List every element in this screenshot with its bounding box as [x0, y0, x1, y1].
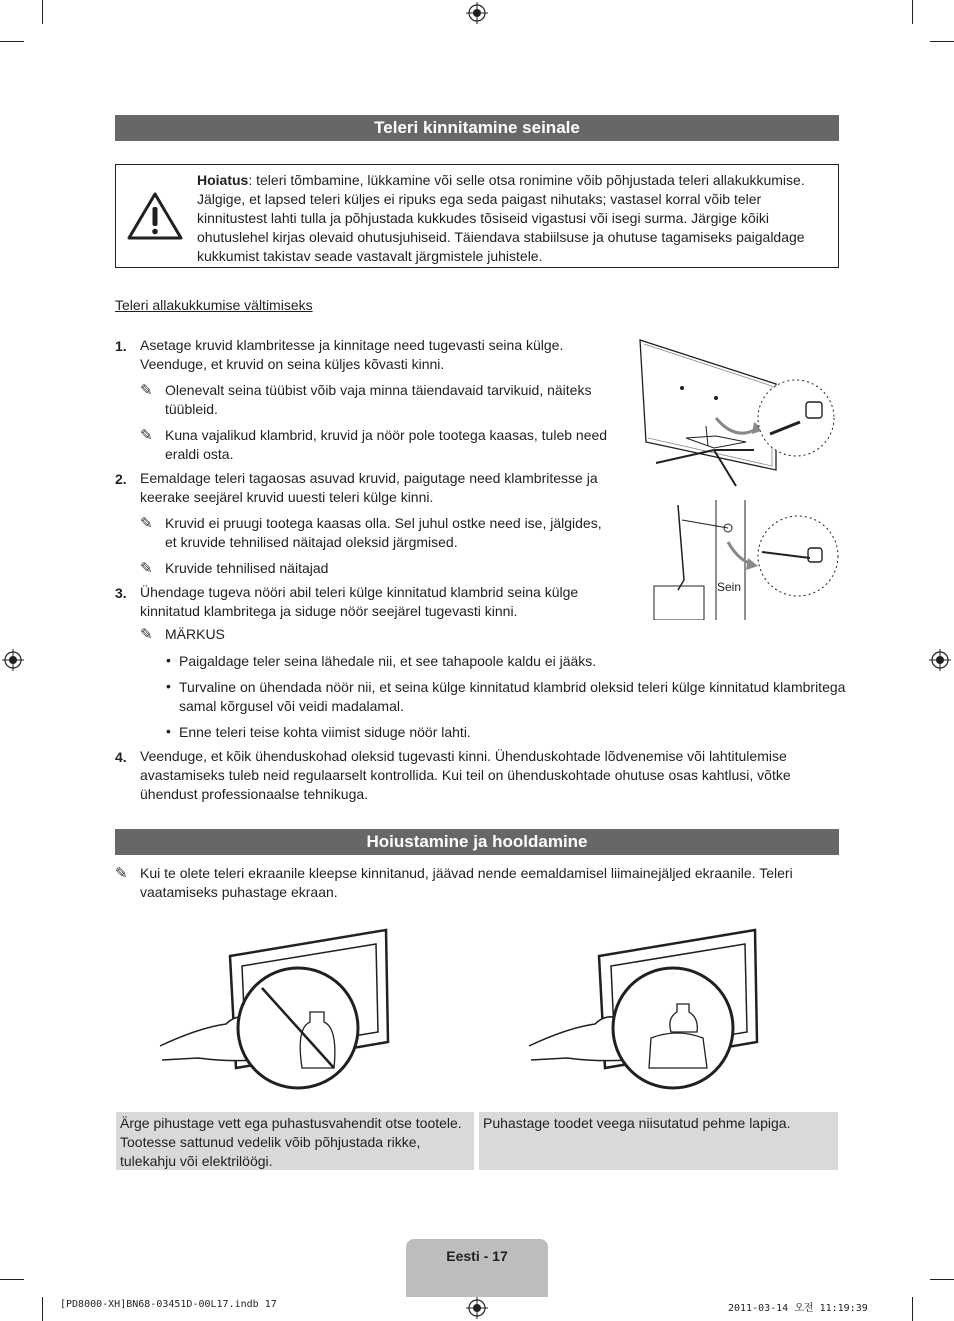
cleaning-cloth-right-illustration — [527, 928, 759, 1090]
subheading: Teleri allakukkumise vältimiseks — [115, 297, 313, 313]
warning-triangle-icon — [126, 191, 184, 241]
note-pencil-icon: ✎ — [140, 381, 153, 399]
note-pencil-icon: ✎ — [115, 864, 128, 882]
crop-mark — [42, 1297, 43, 1321]
note-item: ✎ Kui te olete teleri ekraanile kleepse kinnitanud, jäävad nende eemaldamisel liimainejäljed ekraanile. Teleri vaatamiseks puhastage ekraan. — [115, 864, 793, 900]
registration-mark-icon — [929, 649, 951, 671]
registration-mark-icon — [466, 2, 488, 24]
bullet-item: • Paigaldage teler seina lähedale nii, et see tahapoole kaldu ei jääks. — [166, 652, 597, 669]
crop-mark — [930, 1279, 954, 1280]
bullet-item: • Enne teleri teise kohta viimist siduge nöör lahti. — [166, 723, 471, 740]
note-pencil-icon: ✎ — [140, 625, 153, 643]
warning-body: : teleri tõmbamine, lükkamine või selle otsa ronimine võib põhjustada teleri allakukkumise. Jälgige, et lapsed teleri küljes ei ripuks ega seda paigast nihutaks; vastasel korral võib teler kinnitustest lahti tulla ja põhjustada kukkudes tõsiseid vigastusi või isegi surma. Järgige kõiki ohutuslehel kirjas olevaid ohutusjuhiseid. Täiendava stabiilsuse ja ohutuse tagamiseks paigaldage kukkumist takistav seade vastavalt järgmistele juhistele. — [197, 172, 805, 264]
date-info: 2011-03-14 오전 11:19:39 — [728, 1303, 868, 1314]
crop-mark — [930, 41, 954, 42]
note-pencil-icon: ✎ — [140, 426, 153, 444]
crop-mark — [0, 1279, 24, 1280]
step-text: Eemaldage teleri tagaosas asuvad kruvid, paigutage need klambritesse ja keerake seejärel kruvid uuesti teleri külge kinni. — [140, 470, 598, 505]
step-text: Asetage kruvid klambritesse ja kinnitage need tugevasti seina külge. Veenduge, et kruvid on seina küljes kõvasti kinni. — [140, 337, 564, 372]
crop-mark — [42, 0, 43, 24]
note-item: ✎ Kruvide tehnilised näitajad — [140, 559, 329, 577]
file-info: [PD8000-XH]BN68-03451D-00L17.indb 17 — [60, 1299, 277, 1310]
warning-label: Hoiatus — [197, 172, 249, 188]
step-text: Ühendage tugeva nööri abil teleri külge kinnitatud klambrid seina külge kinnitatud klambritega ja siduge nöör seejärel tugevasti kinni. — [140, 584, 579, 619]
warning-box — [115, 164, 839, 268]
step-number: 1. — [115, 338, 127, 354]
tv-wall-cord-illustration — [650, 500, 842, 620]
bullet-item: • Turvaline on ühendada nöör nii, et seina külge kinnitatud klambrid oleksid teleri külge kinnitatud klambritega samal kõrgusel või veidi madalamal. — [166, 678, 846, 714]
wall-label: Sein — [717, 580, 742, 594]
tv-bracket-illustration — [636, 338, 842, 494]
note-item: ✎ MÄRKUS — [140, 625, 225, 643]
section-title-storage: Hoiustamine ja hooldamine — [115, 829, 839, 855]
step-number: 2. — [115, 471, 127, 487]
crop-mark — [912, 0, 913, 24]
registration-mark-icon — [466, 1297, 488, 1319]
page-number-label: Eesti - 17 — [446, 1248, 508, 1264]
caption-dont-spray: Ärge pihustage vett ega puhastusvahendit otse tootele. Tootesse sattunud vedelik võib põhjustada rikke, tulekahju või elektrilöögi. — [116, 1112, 474, 1170]
note-item: ✎ Kuna vajalikud klambrid, kruvid ja nöör pole tootega kaasas, tuleb need eraldi osta. — [140, 426, 608, 462]
step-text: Veenduge, et kõik ühenduskohad oleksid tugevasti kinni. Ühenduskohtade lõdvenemise või lahtitulemise avastamiseks tuleb neid regulaarselt kontrollida. Kui teil on ühenduskohtade ohutuse osas kahtlusi, võtke ühendust professionaalse tehnikuga. — [140, 748, 791, 802]
registration-mark-icon — [2, 649, 24, 671]
cleaning-spray-wrong-illustration — [158, 928, 390, 1090]
note-item: ✎ Olenevalt seina tüübist võib vaja minna täiendavaid tarvikuid, näiteks tüübleid. — [140, 381, 592, 417]
note-pencil-icon: ✎ — [140, 559, 153, 577]
step-number: 3. — [115, 585, 127, 601]
note-item: ✎ Kruvid ei pruugi tootega kaasas olla. Sel juhul ostke need ise, jälgides, et kruvide tehnilised näitajad oleksid järgmised. — [140, 514, 602, 550]
crop-mark — [0, 41, 24, 42]
step-number: 4. — [115, 749, 127, 765]
warning-text — [197, 171, 827, 266]
section-title-wall-mount: Teleri kinnitamine seinale — [115, 115, 839, 141]
caption-soft-cloth: Puhastage toodet veega niisutatud pehme lapiga. — [479, 1112, 838, 1170]
crop-mark — [912, 1297, 913, 1321]
note-pencil-icon: ✎ — [140, 514, 153, 532]
